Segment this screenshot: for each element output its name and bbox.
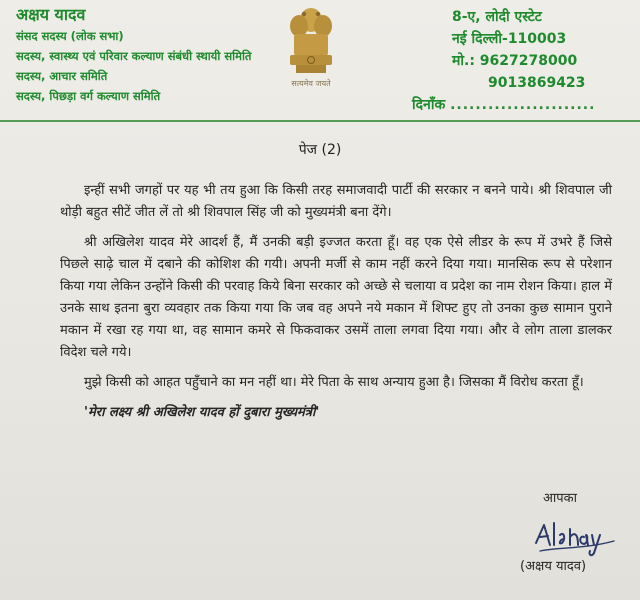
mobile-number-1: 9627278000 [479,53,578,69]
designation-3: सदस्य, आचार समिति [16,69,108,83]
letter-body [60,180,612,432]
date-field [412,95,595,114]
mobile-label: मो.: [452,53,475,69]
mobile-line [452,50,602,72]
page-number: पेज (2) [298,142,342,158]
paragraph-3: मुझे किसी को आहत पहुँचाने का मन नहीं था। मेरे पिता के साथ अन्याय हुआ है। जिसका मैं विरोध करता हूँ। [84,375,584,390]
date-label: दिनाँक [412,97,446,113]
date-dots: ....................... [450,97,596,113]
paragraph-2: श्री अखिलेश यादव मेरे आदर्श हैं, मैं उनकी बड़ी इज्जत करता हूँ। वह एक ऐसे लीडर के रूप में उभरे हैं जिसे पिछले साढ़े चाल में दबाने की कोशिश की गयी। अपनी मर्जी से काम नहीं करने दिया गया। मानसिक रूप से परेशान किया गया लेकिन उन्होंने किसी की परवाह किये बिना सरकार को अच्छे से चलाया व प्रदेश का नाम रोशन किया। हाल में उनके साथ इतना बुरा व्यवहार तक किया गया कि जब वह अपने नये मकान में शिफ्ट हुए तो उनका कुछ सामान पुराने मकान में रखा रह गया था, वह सामान कमरे से फिकवाकर उसमें ताला लगवा दिया गया। और वे लोग ताला डालकर विदेश चले गये। [60,235,612,360]
signer-name: (अक्षय यादव) [520,559,587,574]
designation-4: सदस्य, पिछड़ा वर्ग कल्याण समिति [16,89,161,103]
paragraph-1: इन्हीं सभी जगहों पर यह भी तय हुआ कि किसी तरह समाजवादी पार्टी की सरकार न बनने पाये। श्री शिवपाल जी थोड़ी बहुत सीटें जीत लें तो श्री शिवपाल सिंह जी को मुख्यमंत्री बना देंगे। [60,183,612,220]
handwritten-signature [530,505,620,560]
designation-2: सदस्य, स्वास्थ्य एवं परिवार कल्याण संबंधी स्थायी समिति [16,49,252,63]
letterhead-divider [0,120,640,122]
slogan-quote: 'मेरा लक्ष्य श्री अखिलेश यादव हों दुबारा मुख्यमंत्री' [84,405,320,420]
address-line-2: नई दिल्ली-110003 [452,31,567,47]
designation-1: संसद सदस्य (लोक सभा) [16,29,124,43]
emblem-motto: सत्यमेव जयते [291,79,331,88]
address-line-1: 8-ए, लोदी एस्टेट [452,9,542,25]
closing-text: आपका [543,491,578,506]
sender-name: अक्षय यादव [16,5,86,24]
mobile-number-2: 9013869423 [488,75,586,91]
letterhead-right [452,6,602,94]
letterhead-left [16,4,286,106]
